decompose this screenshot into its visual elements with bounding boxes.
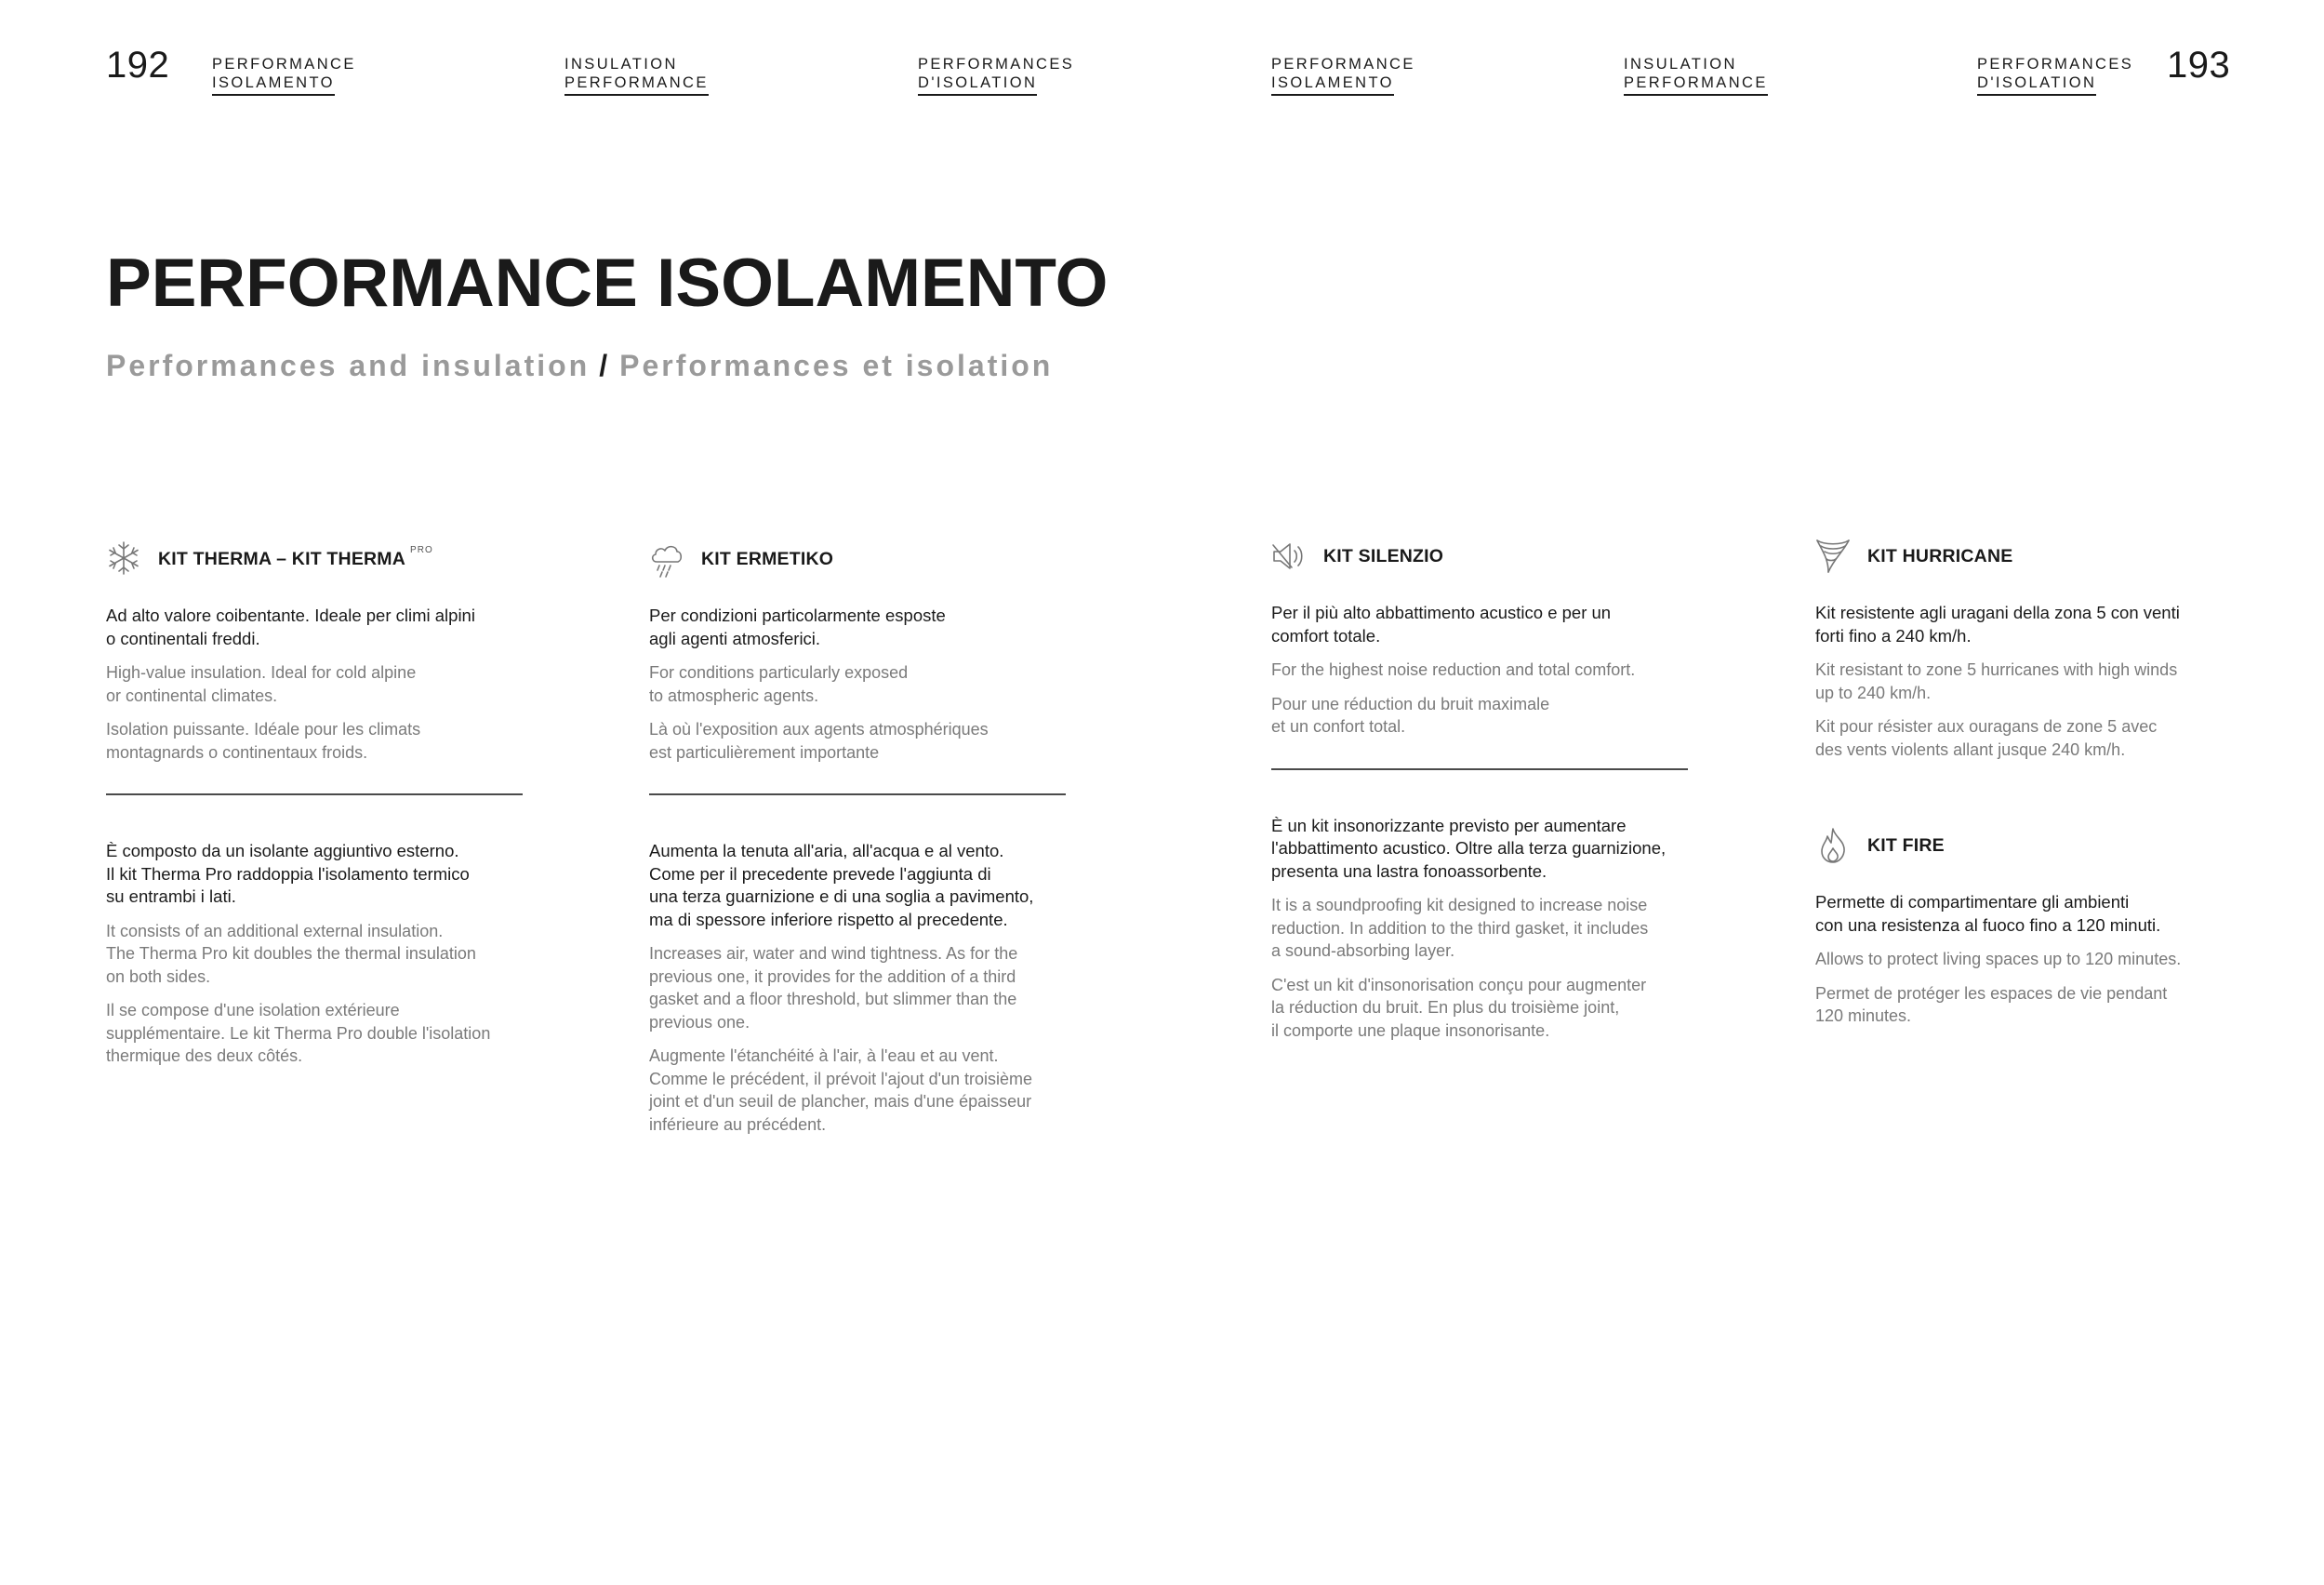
kit-therma-desc-en: High-value insulation. Ideal for cold alpine or continental climates.: [106, 663, 417, 705]
kit-hurricane-desc-en: Kit resistant to zone 5 hurricanes with high winds up to 240 km/h.: [1815, 660, 2178, 702]
kit-ermetiko-desc-fr: Là où l'exposition aux agents atmosphériques est particulièrement importante: [649, 720, 989, 762]
subtitle-fr: Performances et isolation: [619, 349, 1054, 382]
tornado-icon: [1815, 537, 1851, 576]
kit-therma-desc-fr: Isolation puissante. Idéale pour les climats montagnards o continentaux froids.: [106, 720, 421, 762]
page-number-right: 193: [2167, 45, 2231, 86]
nav-line1: PERFORMANCE: [1271, 56, 1415, 73]
kit-therma-detail-it: È composto da un isolante aggiuntivo esterno. Il kit Therma Pro raddoppia l'isolamento termico su entrambi i lati.: [106, 841, 470, 906]
nav-item-performance-isolamento-2[interactable]: [1271, 55, 1415, 96]
kit-silenzio-detail-en: It is a soundproofing kit designed to increase noise reduction. In addition to the third gasket, it includes a sound-absorbing layer.: [1271, 896, 1649, 960]
kit-silenzio-header: [1271, 537, 1690, 576]
kit-fire-desc-it: Permette di compartimentare gli ambienti con una resistenza al fuoco fino a 120 minuti.: [1815, 892, 2161, 935]
kit-fire-header: [1815, 826, 2234, 865]
kit-therma-column: [106, 539, 525, 1068]
kit-ermetiko-desc-it: Per condizioni particolarmente esposte agli agenti atmosferici.: [649, 606, 946, 648]
kit-ermetiko-detail-it: Aumenta la tenuta all'aria, all'acqua e al vento. Come per il precedente prevede l'aggiunta di una terza guarnizione e di una soglia a pavimento, ma di spessore inferiore rispetto al precedente.: [649, 841, 1034, 929]
nav-item-insulation-performance-2[interactable]: [1624, 55, 1768, 96]
kit-therma-detail-fr: Il se compose d'une isolation extérieure supplémentaire. Le kit Therma Pro double l'isolation thermique des deux côtés.: [106, 1001, 491, 1065]
kit-ermetiko-detail-fr: Augmente l'étanchéité à l'air, à l'eau et au vent. Comme le précédent, il prévoit l'ajout d'un troisième joint et d'un seuil de plancher, mais d'une épaisseur inférieure au précédent.: [649, 1046, 1033, 1134]
subtitle-en: Performances and insulation: [106, 349, 591, 382]
kit-ermetiko-column: [649, 539, 1068, 1136]
kit-silenzio-desc-it: Per il più alto abbattimento acustico e per un comfort totale.: [1271, 603, 1612, 646]
nav-item-performances-disolation[interactable]: [918, 55, 1074, 96]
muted-speaker-icon: [1271, 537, 1307, 576]
nav-line1: PERFORMANCE: [212, 56, 356, 73]
kit-silenzio-detail-fr: C'est un kit d'insonorisation conçu pour augmenter la réduction du bruit. En plus du troisième joint, il comporte une plaque insonorisante.: [1271, 975, 1647, 1040]
page-title: PERFORMANCE ISOLAMENTO: [106, 246, 1109, 321]
page-subtitle: [106, 349, 1053, 383]
kit-fire-title: KIT FIRE: [1867, 834, 1945, 856]
kit-silenzio-column: [1271, 537, 1690, 1042]
kit-hurricane-desc-fr: Kit pour résister aux ouragans de zone 5 avec des vents violents allant jusque 240 km/h.: [1815, 717, 2158, 759]
nav-line1: PERFORMANCES: [918, 56, 1075, 73]
kit-silenzio-desc-en: For the highest noise reduction and total comfort.: [1271, 660, 1636, 679]
kit-fire-desc-en: Allows to protect living spaces up to 120 minutes.: [1815, 950, 2182, 968]
kit-therma-desc-it: Ad alto valore coibentante. Ideale per climi alpini o continentali freddi.: [106, 606, 475, 648]
nav-line2: ISOLAMENTO: [212, 73, 335, 96]
kit-ermetiko-detail-en: Increases air, water and wind tightness. As for the previous one, it provides for the addition of a third gasket and a floor threshold, but slimmer than the previous one.: [649, 944, 1018, 1032]
divider: [106, 793, 523, 795]
nav-line2: PERFORMANCE: [1624, 73, 1768, 96]
kit-ermetiko-desc-en: For conditions particularly exposed to atmospheric agents.: [649, 663, 909, 705]
kit-hurricane-title: KIT HURRICANE: [1867, 545, 2013, 566]
kit-therma-header: [106, 539, 525, 579]
rain-cloud-icon: [649, 539, 684, 579]
nav-line2: PERFORMANCE: [564, 73, 709, 96]
nav-line2: ISOLAMENTO: [1271, 73, 1394, 96]
subtitle-slash: /: [599, 349, 611, 382]
nav-item-insulation-performance[interactable]: [564, 55, 709, 96]
nav-line2: D'ISOLATION: [1977, 73, 2096, 96]
kit-therma-pro-superscript: PRO: [410, 544, 433, 555]
kit-hurricane-desc-it: Kit resistente agli uragani della zona 5 con venti forti fino a 240 km/h.: [1815, 603, 2180, 646]
flame-icon: [1815, 826, 1851, 865]
kit-ermetiko-header: [649, 539, 1068, 579]
kit-therma-title: KIT THERMA – KIT THERMA $^{PRO}$: [158, 544, 433, 569]
kit-silenzio-title: KIT SILENZIO: [1323, 545, 1444, 566]
divider: [1271, 768, 1688, 770]
kit-hurricane-column: [1815, 537, 2234, 1028]
kit-fire-desc-fr: Permet de protéger les espaces de vie pendant 120 minutes.: [1815, 983, 2168, 1025]
nav-item-performances-disolation-2[interactable]: [1977, 55, 2133, 96]
kit-silenzio-detail-it: È un kit insonorizzante previsto per aumentare l'abbattimento acustico. Oltre alla terza guarnizione, presenta una lastra fonoassorbente.: [1271, 815, 1667, 881]
nav-line1: PERFORMANCES: [1977, 56, 2134, 73]
nav-line1: INSULATION: [564, 56, 678, 73]
kit-ermetiko-title: KIT ERMETIKO: [701, 548, 834, 569]
nav-item-performance-isolamento[interactable]: [212, 55, 356, 96]
divider: [649, 793, 1066, 795]
nav-line2: D'ISOLATION: [918, 73, 1037, 96]
kit-silenzio-desc-fr: Pour une réduction du bruit maximale et un confort total.: [1271, 694, 1550, 736]
page-number-left: 192: [106, 45, 170, 86]
kit-hurricane-header: [1815, 537, 2234, 576]
kit-therma-detail-en: It consists of an additional external insulation. The Therma Pro kit doubles the thermal insulation on both sides.: [106, 921, 476, 986]
snowflake-icon: [106, 539, 141, 579]
nav-line1: INSULATION: [1624, 56, 1737, 73]
